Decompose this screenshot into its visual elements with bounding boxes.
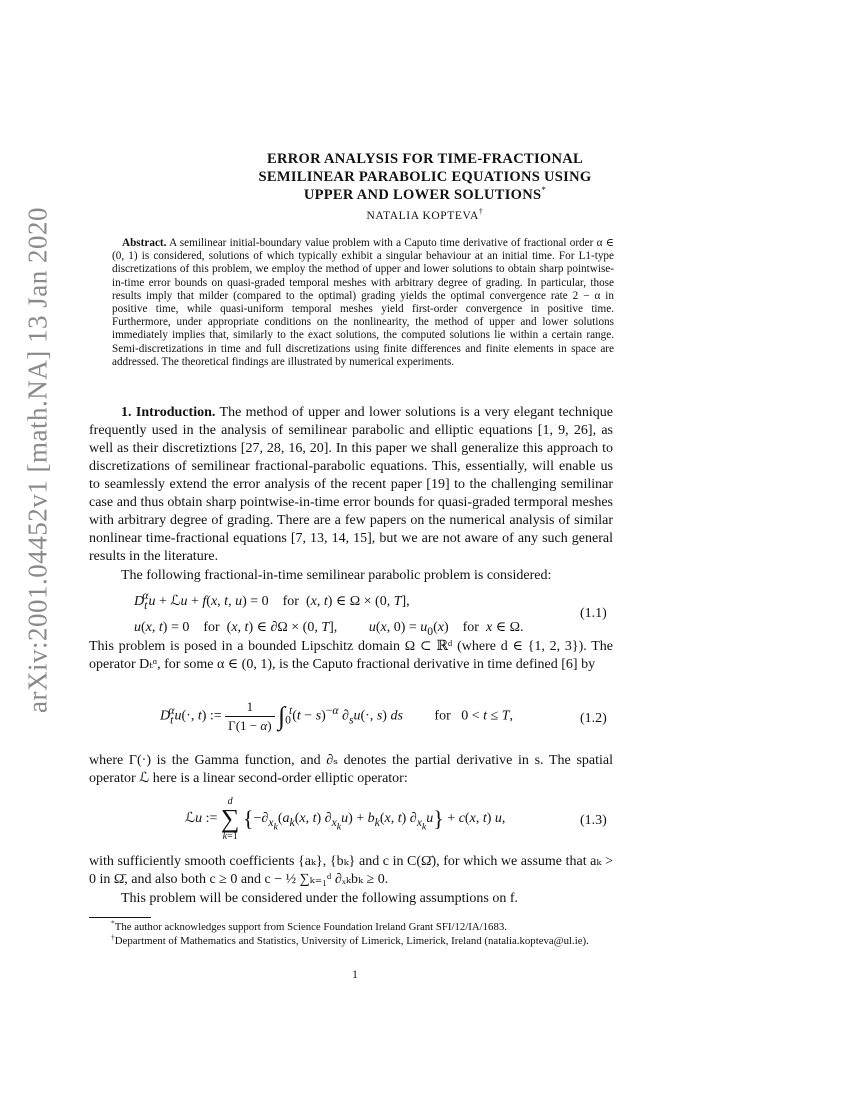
title-line-3-text: UPPER AND LOWER SOLUTIONS [303,187,542,203]
section-heading: 1. Introduction. [121,405,216,420]
footnote-2-mark: † [111,932,115,942]
title-line-1: ERROR ANALYSIS FOR TIME-FRACTIONAL [267,151,583,167]
equation-number-1-3: (1.3) [580,813,607,828]
equation-number-1-1: (1.1) [580,606,607,621]
equation-number-1-2: (1.2) [580,711,607,726]
footnote-1-text: The author acknowledges support from Science Foundation Ireland Grant SFI/12/IA/1683. [114,921,507,933]
equation-1-1-line-1: $D_t^\alpha u$ + ℒu + f(x, t, u) = 0 for (x, t) ∈ Ω × (0, T], [134,589,410,612]
footnote-divider [89,917,151,918]
footnote-2 [89,932,613,948]
footnote-1-mark: * [111,918,115,928]
author-name: NATALIA KOPTEVA [366,210,479,222]
intro-paragraph-1 [89,404,613,566]
equation-1-3: ℒu := d ∑ k=1 {$-\partial_{x_k}(a_k(x$, t) $\partial_{x_k}u) + b_k(x$, t) $\partial_{x_k}u\} + c(x$, t) u, [185,796,506,842]
abstract [112,237,614,369]
intro-paragraph-2: The following fractional-in-time semilinear parabolic problem is considered: [121,568,552,583]
intro-paragraph-6: This problem will be considered under the following assumptions on f. [121,891,518,906]
arxiv-sidebar [18,207,58,713]
author-footnote-mark: † [478,207,484,217]
equation-1-1-line-2: u(x, t) = 0 for (x, t) ∈ ∂Ω × (0, T], u(x, $0) = u_0(x)$ for x ∈ Ω. [134,620,524,638]
intro-paragraph-5: with sufficiently smooth coefficients {aₖ}, {bₖ} and c in C(Ω̄), for which we assume that aₖ > 0 in Ω̄, and also both c ≥ 0 and c − ½ ∑ₖ₌₁ᵈ ∂ₓₖbₖ ≥ 0. [89,854,613,887]
title-line-3 [150,186,700,204]
abstract-text: A semilinear initial-boundary value problem with a Caputo time derivative of fractional order α ∈ (0, 1) is considered, solutions of which typically exhibit a singular behaviour at an initial time. For L1-type discretizations of this problem, we employ the method of upper and lower solutions to obtain sharp pointwise-in-time error bounds on quasi-graded temporal meshes with arbitrary degree of grading. In particular, those results imply that milder (compared to the optimal) grading yields the optimal convergence rate 2 − α in positive time, while quasi-uniform temporal meshes yield first-order convergence in positive time. Furthermore, under appropriate conditions on the nonlinearity, the method of upper and lower solutions immediately implies that, similarly to the exact solutions, the computed solutions lie within a certain range. Semi-discretizations in time and full discretizations using finite differences and finite elements in space are addressed. The theoretical findings are illustrated by numerical experiments. [112,237,614,368]
summation-symbol: d ∑ k=1 [220,796,240,842]
gamma-fraction: $\frac{1}{\Gamma(1 - \alpha)}$ [225,698,274,735]
intro-p1-text: The method of upper and lower solutions is a very elegant technique frequently used in the analysis of semilinear parabolic and elliptic equations [1, 9, 26], as well as their discretiztions [27, 28, 16, 20]. In this paper we shall generalize this approach to discretizations of semilinear fractional-parabolic equations. This, essentially, will enable us to seamlessly extend the error analysis of the recent paper [19] to the challenging semilinar case and thus obtain sharp pointwise-in-time error bounds for quasi-graded termporal meshes with arbitrary degree of grading. There are a few papers on the numerical analysis of similar nonlinear time-fractional equations [7, 13, 14, 15], but we are not aware of any such general results in the literature. [89,405,613,564]
author-line [150,207,700,222]
footnote-2-text: Department of Mathematics and Statistics, University of Limerick, Limerick, Ireland (natalia.kopteva@ul.ie). [114,935,589,947]
intro-paragraph-3: This problem is posed in a bounded Lipschitz domain Ω ⊂ ℝᵈ (where d ∈ {1, 2, 3}). The operator Dₜᵅ, for some α ∈ (0, 1), is the Caputo fractional derivative in time defined [6] by [89,639,613,672]
title-line-2: SEMILINEAR PARABOLIC EQUATIONS USING [258,169,592,185]
paper-title [150,150,700,204]
arxiv-identifier: arXiv:2001.04452v1 [math.NA] 13 Jan 2020 [22,207,53,713]
equation-1-2: $D_t^\alpha u(\cdot$, t) := $\frac{1}{\Gamma(1 - \alpha)}$ $\int_0^t(t - s)^{-\alpha}$ $\partial_su(\cdot$, s) ds for 0 < t ≤ T, [160,699,514,733]
abstract-label: Abstract. [122,237,167,249]
intro-paragraph-4: where Γ(·) is the Gamma function, and ∂ₛ denotes the partial derivative in s. The spatial operator ℒ here is a linear second-order elliptic operator: [89,753,613,786]
page-number: 1 [352,969,358,981]
title-footnote-mark: * [541,185,547,196]
footnote-1 [89,918,613,934]
